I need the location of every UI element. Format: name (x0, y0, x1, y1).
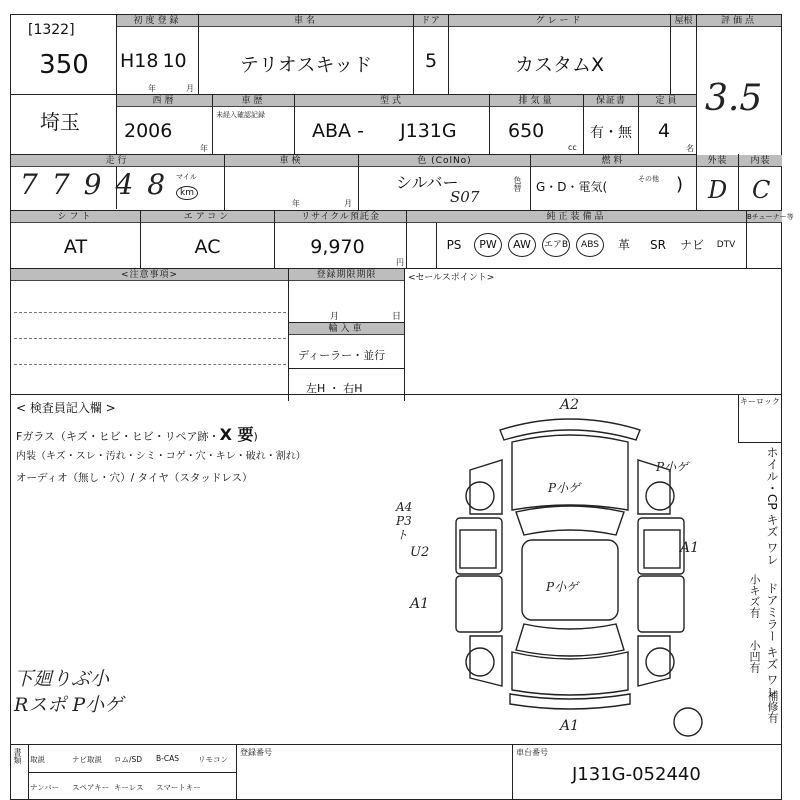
equipment-item: DTV (716, 240, 736, 250)
shift-value: AT (63, 236, 88, 258)
year-unit: 年 (200, 144, 208, 153)
fuel-header: 燃料 (531, 155, 696, 167)
shift-header: シフト (11, 211, 140, 223)
grade-header: グレード (449, 15, 670, 27)
capacity-header: 定員 (639, 95, 696, 107)
deadline-month: 月 (330, 312, 340, 322)
footer-item: キーレス (114, 783, 144, 792)
equipment-item: AW (508, 233, 536, 257)
equipment-header: 純正装備品 (407, 211, 746, 223)
aircon-value: AC (194, 236, 221, 258)
lot-number: [1322] (28, 22, 75, 38)
col-divider (436, 222, 437, 268)
interior-header: 内装 (739, 155, 782, 167)
first-reg-header: 初度登録 (117, 15, 198, 27)
reg-number-label: 登録番号 (240, 748, 272, 757)
inspector-title: < 検査員記入欄 > (16, 401, 116, 415)
mark-roof: P小ゲ (546, 580, 579, 594)
car-hood (512, 435, 628, 510)
repaint-label: 色替 (513, 176, 522, 192)
inspector-note-2: Rスポ P小ゲ (14, 694, 124, 716)
car-name-value: テリオスキッド (239, 54, 373, 76)
chassis-value: J131G-052440 (572, 764, 701, 785)
row-divider (28, 772, 236, 773)
evaluation-header: 評価点 (697, 15, 781, 27)
year-header: 西暦 (117, 95, 212, 107)
car-rear-bumper (510, 694, 630, 709)
footer-item: ナンバー (30, 783, 60, 792)
first-reg-month-unit: 月 (186, 84, 194, 93)
footer-item: B-CAS (156, 754, 179, 763)
capacity-unit: 名 (686, 144, 694, 153)
doors-value: 5 (424, 50, 438, 72)
equipment-item: PW (474, 233, 502, 257)
wheel-note-detail: 小キズ有 (748, 574, 761, 618)
equipment-item: PS (446, 238, 462, 252)
car-right-panel (644, 530, 680, 568)
color-value: シルバー (396, 173, 459, 192)
capacity-value: 4 (657, 120, 671, 142)
region-value: 埼玉 (40, 110, 80, 134)
roof-header: 屋根 (671, 15, 696, 27)
car-left-front-door (456, 518, 502, 574)
doors-header: ドア (414, 15, 448, 27)
car-tailgate (512, 652, 628, 695)
dealer-value: ディーラー・並行 (298, 349, 386, 362)
first-reg-month: 10 (162, 50, 187, 72)
equipment-item: エアB (542, 233, 570, 257)
equipment-item: SR (650, 238, 666, 252)
shaken-header: 車検 (225, 155, 358, 167)
inspector-note-1: 下廻りぶ小 (14, 668, 110, 690)
equipment-item: 革 (617, 238, 630, 252)
mirror-note-detail: 小凹有 (748, 640, 761, 673)
first-reg-year-unit: 年 (148, 84, 156, 93)
deadline-header: 登録期限期限 (289, 269, 404, 281)
note-line (14, 338, 286, 339)
mark-left-rear: A1 (410, 596, 430, 612)
first-reg-year: H18 (120, 50, 159, 72)
note-line (14, 312, 286, 313)
color-code: S07 (450, 188, 480, 206)
car-right-rear-fender (638, 636, 670, 686)
caution-header: <注意事項> (11, 269, 288, 281)
car-left-rear-door (456, 576, 502, 632)
mark-hood: P小ゲ (548, 481, 581, 495)
shaken-month-unit: 月 (344, 199, 352, 208)
inspector-glass (16, 422, 258, 445)
aircon-header: エアコン (141, 211, 274, 223)
car-front-edge (500, 419, 640, 440)
model-header: 型式 (295, 95, 489, 107)
equipment-item: ナビ (679, 238, 704, 252)
footer-item: ロム/SD (114, 755, 143, 764)
inspector-audio: オーディオ（無し・穴）/ タイヤ（スタッドレス） (16, 472, 253, 484)
row-divider (10, 744, 782, 745)
mark-right-door: A1 (680, 540, 700, 556)
car-right-front-door (638, 518, 684, 574)
model-prefix: ABA - (312, 120, 364, 142)
shaken-year-unit: 年 (292, 199, 300, 208)
footer-item: 取説 (30, 755, 45, 764)
row-divider (10, 394, 782, 395)
evaluation-score: 3.5 (705, 78, 763, 119)
car-diagram (440, 400, 700, 740)
mileage-unit-mile: マイル (176, 173, 197, 181)
recycle-header: リサイクル預託金 (275, 211, 406, 223)
fuel-other: その他 (638, 175, 659, 183)
import-header: 輸入車 (289, 323, 404, 335)
car-spare-wheel (674, 708, 702, 736)
mark-roof-right: P小ゲ (656, 460, 689, 474)
exterior-header: 外装 (697, 155, 738, 167)
chassis-label: 車台番号 (516, 748, 548, 757)
col-divider (404, 268, 405, 401)
year-value: 2006 (124, 120, 173, 142)
history-header: 車歴 (213, 95, 294, 107)
repair-note: 補修有 (766, 690, 779, 723)
col-divider (236, 744, 237, 800)
recycle-unit: 円 (396, 258, 404, 267)
first-reg-value (120, 50, 187, 72)
warranty-value: 有・無 (590, 125, 632, 141)
deadline-day: 日 (392, 312, 402, 322)
warranty-header: 保証書 (584, 95, 638, 107)
col-divider (512, 744, 513, 800)
car-left-rear-fender (470, 636, 502, 686)
model-value: J131G (400, 120, 457, 142)
wheel-note: ホイル・CP キズ ワレ (765, 446, 779, 566)
footer-item: ナビ取説 (72, 755, 102, 764)
glass-close: ) (253, 430, 258, 443)
row-divider (738, 442, 782, 443)
grade-value: カスタムX (514, 54, 605, 76)
reg-note: 未経入確認記録 (216, 111, 265, 119)
key-lock-label: キーロック (740, 397, 780, 406)
car-right-rear-door (638, 576, 684, 632)
exterior-score: D (708, 176, 728, 204)
footer-item: リモコン (198, 755, 228, 764)
car-windshield (516, 506, 624, 535)
car-left-front-fender (470, 460, 502, 514)
footer-item: スマートキー (156, 783, 201, 792)
color-header: 色 (ColNo) (359, 155, 530, 167)
displacement-value: 650 (508, 120, 545, 142)
col-divider (738, 394, 739, 442)
equipment-item: ABS (576, 233, 604, 257)
mileage-unit-km: km (176, 186, 198, 200)
sales-point-label: <セールスポイント> (408, 273, 495, 283)
mark-left-front: A4 P3ト (396, 500, 413, 542)
recycle-value: 9,970 (310, 236, 365, 258)
displacement-header: 排気量 (490, 95, 583, 107)
inspector-interior: 内装（キズ・スレ・汚れ・シミ・コゲ・穴・キレ・破れ・割れ） (16, 451, 306, 462)
mark-top: A2 (560, 397, 580, 413)
car-name-header: 車名 (199, 15, 413, 27)
displacement-unit: cc (568, 143, 577, 152)
glass-mark: X 要 (219, 425, 254, 444)
mirror-note: ドアミラー キズ ワレ (765, 582, 779, 698)
car-rear-window (516, 624, 624, 656)
mileage-value: 77948 (20, 168, 180, 201)
footer-item: スペアキー (72, 783, 110, 792)
interior-score: C (752, 176, 771, 204)
tuner-header: Bチューナー等 (747, 213, 794, 221)
note-line (14, 364, 286, 365)
mileage-header: 走行 (11, 155, 224, 167)
row-divider (288, 368, 404, 369)
fuel-value: G・D・電気( (536, 180, 608, 194)
glass-text: Fガラス（キズ・ヒビ・ヒビ・リペア跡・ (16, 430, 220, 443)
mark-bottom: A1 (560, 718, 580, 734)
footer-side-label: 書類 (13, 748, 22, 764)
mark-left-door: U2 (410, 545, 430, 560)
car-left-panel (460, 530, 496, 568)
handle-value: 左H ・ 右H (306, 382, 363, 395)
fuel-close: ) (676, 174, 684, 195)
lot-value: 350 (39, 50, 89, 80)
